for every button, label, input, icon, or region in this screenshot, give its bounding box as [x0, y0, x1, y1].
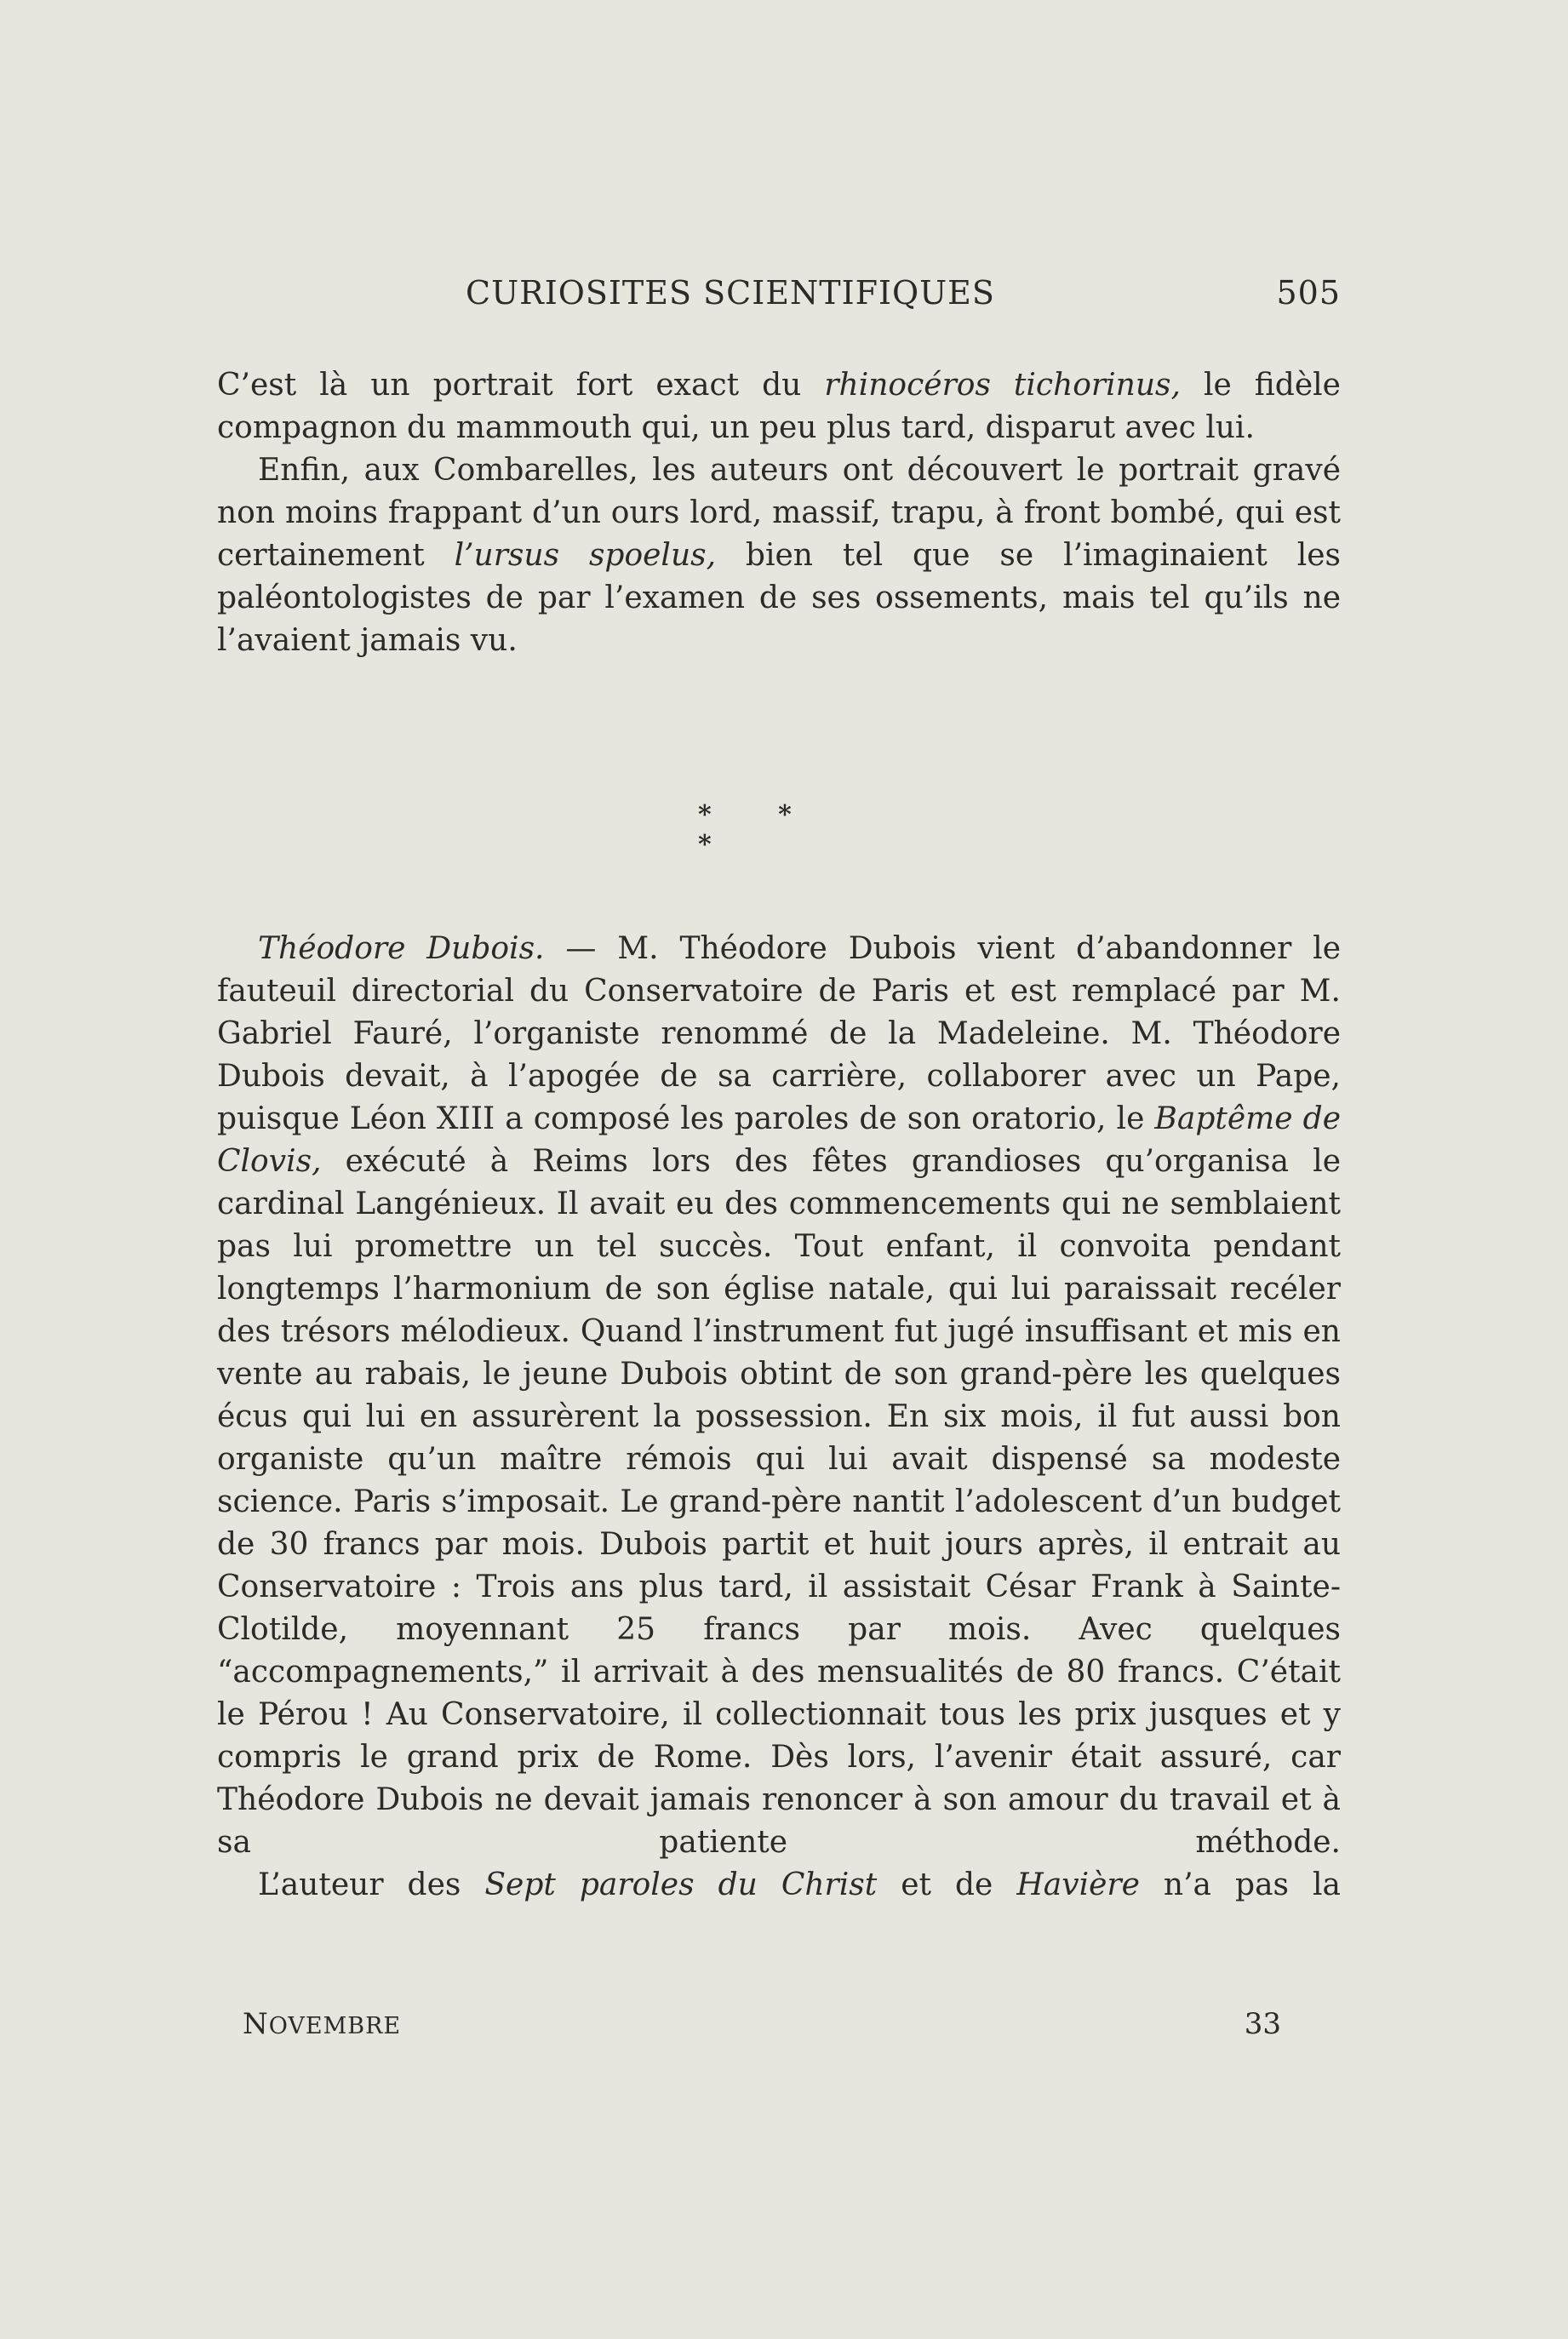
italic-title: Baptême de Clovis,: [217, 1101, 1341, 1179]
page-footer: [243, 2007, 1281, 2050]
page-header: [217, 274, 1341, 325]
footer-month: [243, 2007, 401, 2041]
section-separator: * * *: [698, 800, 821, 860]
signature-mark: 33: [1244, 2007, 1281, 2041]
text-run: n’a pas la: [1139, 1867, 1341, 1902]
month-initial: N: [243, 2007, 269, 2041]
paragraph-auteur: [217, 1864, 1341, 1907]
text-run: C’est là un portrait fort exact du: [217, 368, 825, 403]
italic-title: Havière: [1016, 1867, 1140, 1902]
text-run: et de: [877, 1867, 1017, 1902]
paragraph-rhinoceros: [217, 364, 1341, 449]
italic-term: l’ursus spoelus,: [454, 538, 717, 573]
italic-heading: Théodore Dubois.: [258, 931, 545, 966]
text-run: — M. Théodore Dubois vient d’abandonner le fauteuil directorial du Conservatoire de Paris et est remplacé par M. Gabriel Fauré, l’organiste renommé de la Madeleine. M. Théodore Dubois devait, à l’apogée de sa carrière, collaborer avec un Pape, puisque Léon XIII a composé les paroles de son oratorio, le: [217, 931, 1341, 1136]
text-run: exécuté à Reims lors des fêtes grandioses qu’organisa le cardinal Langénieux. Il avait eu des commencements qui ne semblaient pas lui promettre un tel succès. Tout enfant, il convoita pendant longtemps l’harmonium de son église natale, qui lui paraissait recéler des trésors mélodieux. Quand l’instrument fut jugé insuffisant et mis en vente au rabais, le jeune Dubois obtint de son grand-père les quelques écus qui lui en assurèrent la possession. En six mois, il fut aussi bon organiste qu’un maître rémois qui lui avait dispensé sa modeste science. Paris s’imposait. Le grand-père nantit l’adolescent d’un budget de 30 francs par mois. Dubois partit et huit jours après, il entrait au Conservatoire : Trois ans plus tard, il assistait César Frank à Sainte-Clotilde, moyennant 25 francs par mois. Avec quelques “accompagnements,” il arrivait à des mensualités de 80 francs. C’était le Pérou ! Au Conservatoire, il collectionnait tous les prix jusques et y compris le grand prix de Rome. Dès lors, l’avenir était assuré, car Théodore Dubois ne devait jamais renoncer à son amour du travail et à sa patiente méthode.: [217, 1144, 1341, 1860]
text-run: Enfin, aux Combarelles, les auteurs ont découvert le portrait gravé non moins frappant d’un ours lord, massif, trapu, à front bombé, qui est certainement: [217, 453, 1341, 573]
text-run: L’auteur des: [258, 1867, 485, 1902]
paragraph-dubois: [217, 928, 1341, 1864]
month-rest: OVEMBRE: [268, 2013, 402, 2039]
paragraph-ursus: [217, 449, 1341, 662]
running-title: CURIOSITES SCIENTIFIQUES: [466, 274, 995, 312]
text-run: le fidèle compagnon du mammouth qui, un peu plus tard, disparut avec lui.: [217, 368, 1341, 445]
page-number: 505: [1276, 274, 1341, 312]
text-block-dubois: [217, 928, 1341, 1907]
italic-term: rhinocéros tichorinus,: [824, 368, 1181, 403]
text-run: bien tel que se l’imaginaient les paléontologistes de par l’examen de ses ossements, mais tel qu’ils ne l’avaient jamais vu.: [217, 538, 1341, 658]
italic-title: Sept paroles du Christ: [484, 1867, 878, 1902]
text-block-top: [217, 364, 1341, 662]
